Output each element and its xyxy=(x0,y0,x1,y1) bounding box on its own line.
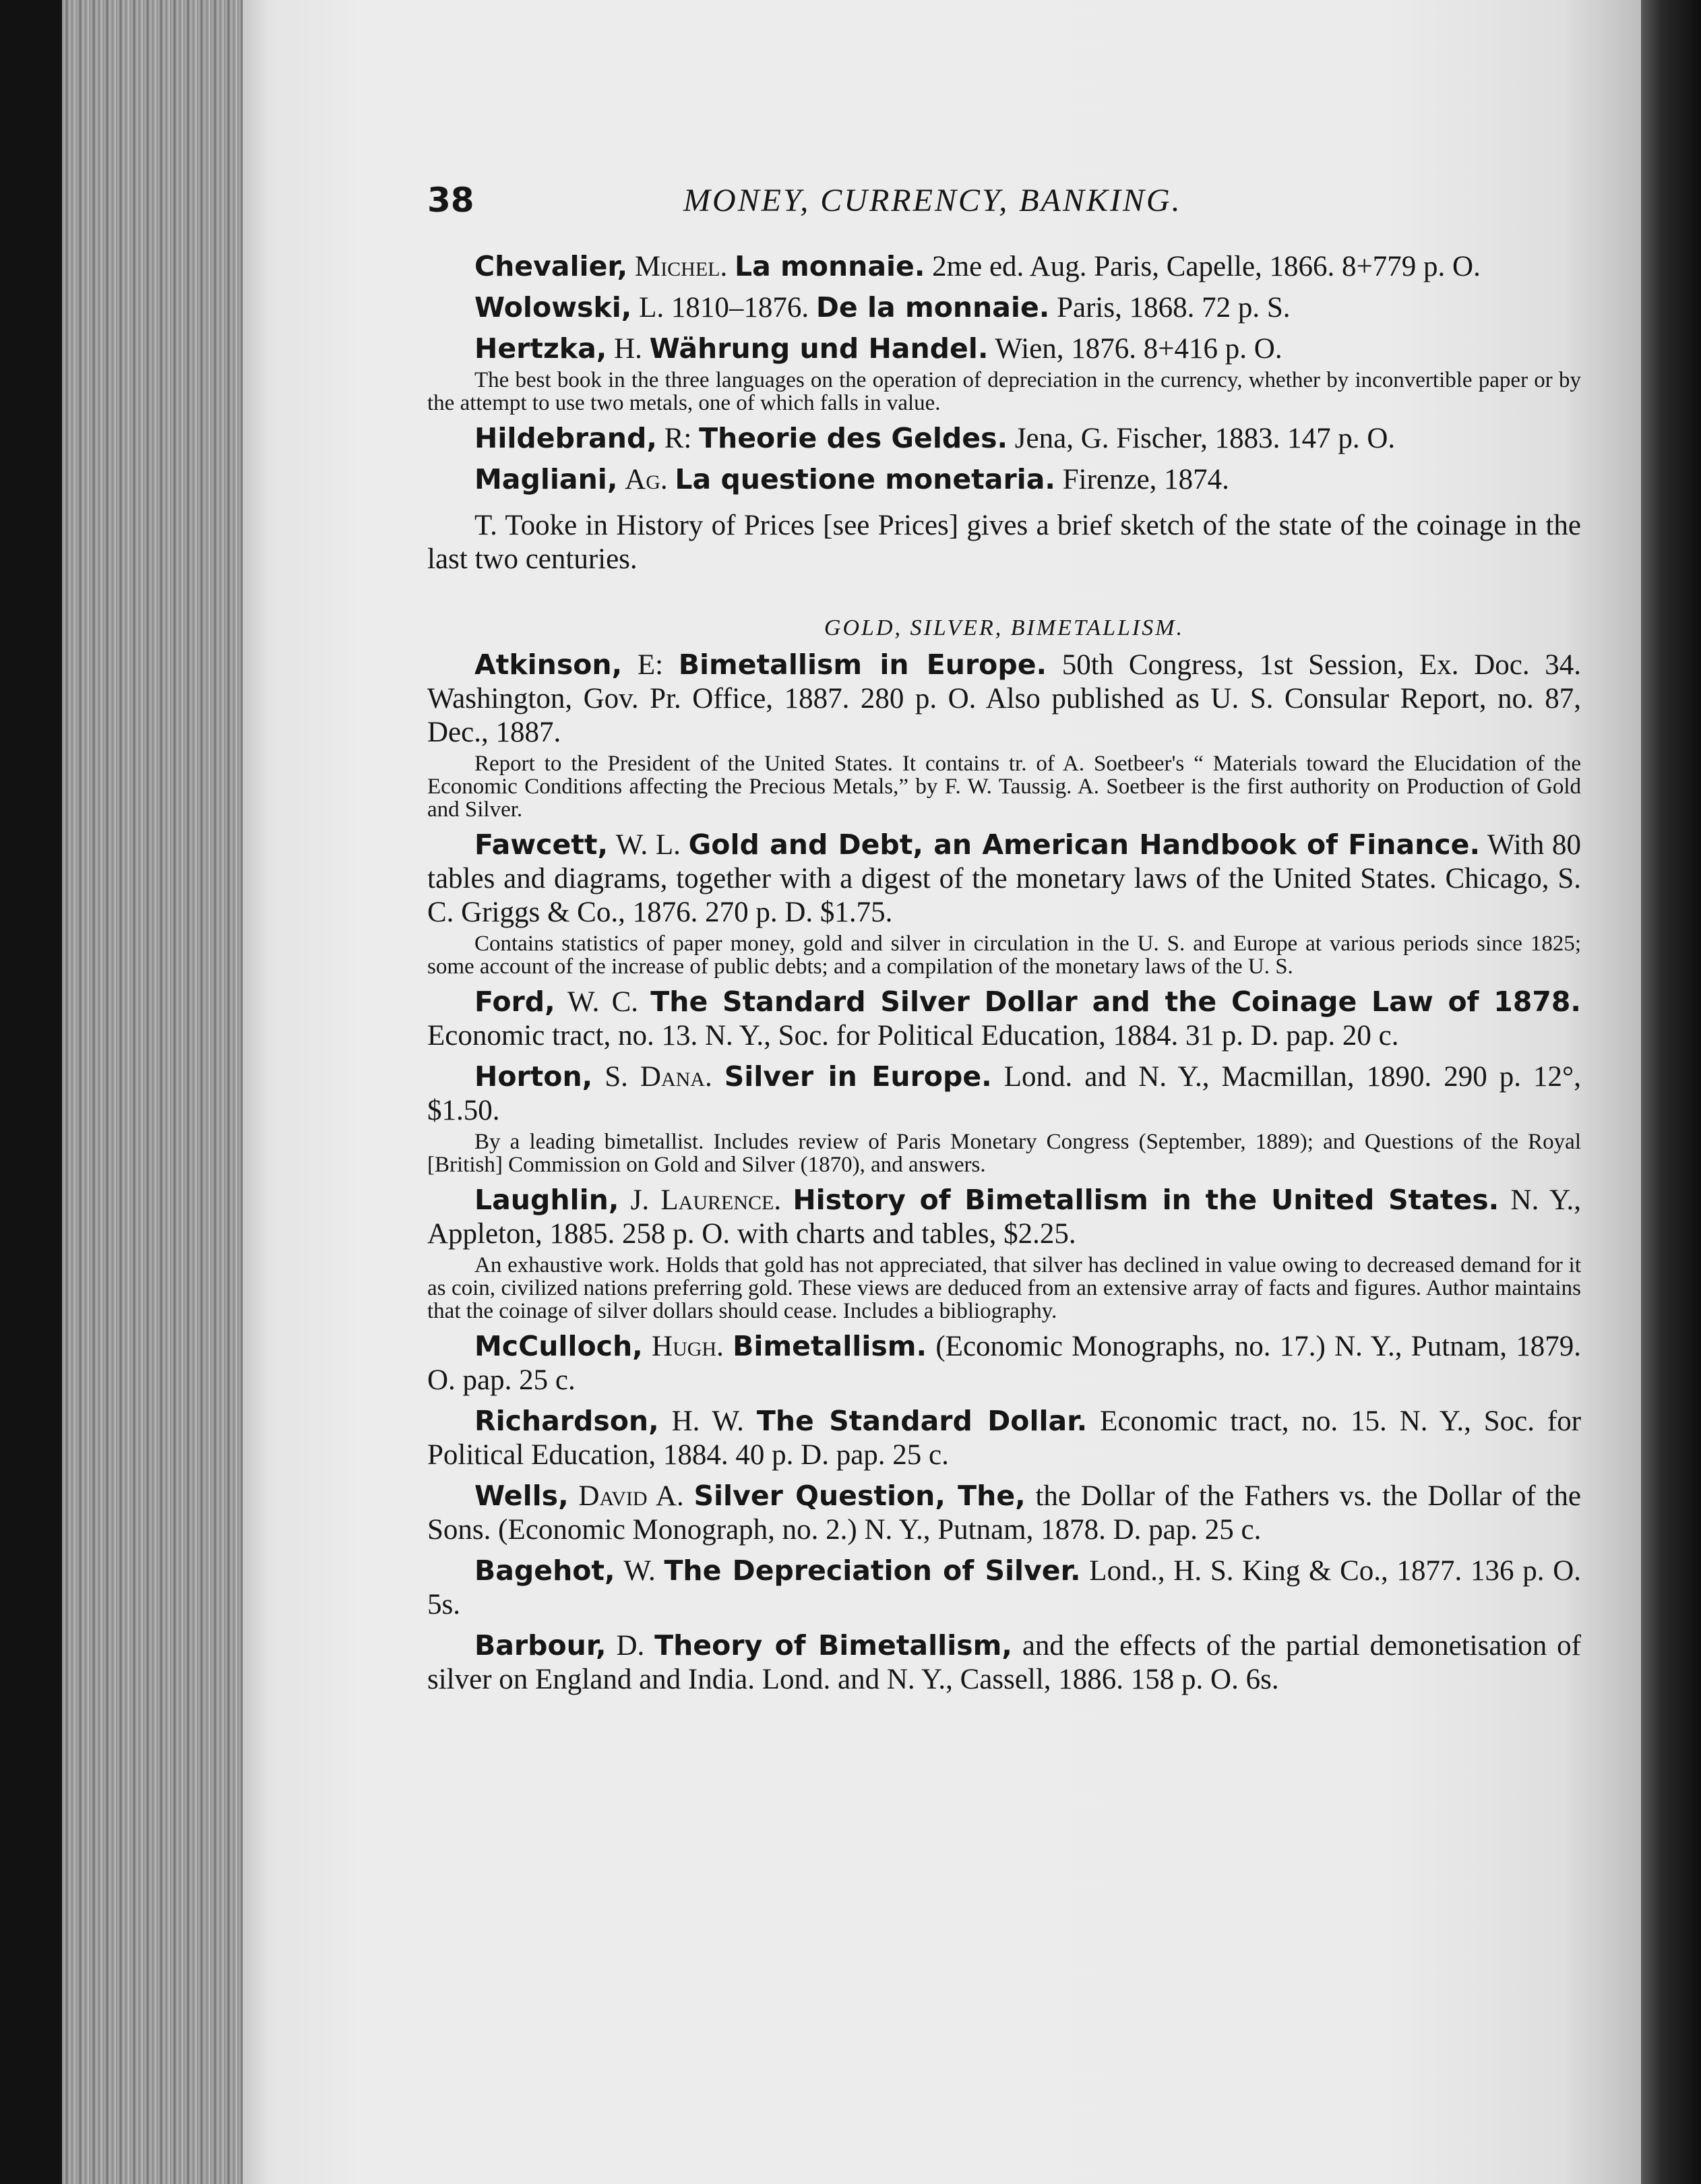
entry-note: Contains statistics of paper money, gold and silver in circulation in the U. S. and Europe at various periods since 1825; some account of the increase of public debts; and a compilation of the monetary laws of the U. S. xyxy=(427,932,1581,979)
entry-title: Silver in Europe. xyxy=(724,1060,992,1093)
entry-author: Bagehot, xyxy=(474,1554,615,1587)
page-content xyxy=(427,169,1581,1697)
entry-title: Silver Question, The, xyxy=(693,1480,1026,1512)
entry-author: Wells, xyxy=(474,1480,569,1512)
entry-details: the Dollar of the Fathers vs. the Dollar of the Sons. (Economic Monograph, no. 2.) N. Y., Putnam, 1878. D. pap. 25 c. xyxy=(427,1480,1582,1546)
entry-details: N. Y., Appleton, 1885. 258 p. O. with charts and tables, $2.25. xyxy=(427,1184,1582,1250)
entry-given-name: E: xyxy=(637,649,664,681)
running-head: MONEY, CURRENCY, BANKING. xyxy=(683,183,1182,218)
bibliography-entry xyxy=(427,249,1581,284)
entry-note: Report to the President of the United States. It contains tr. of A. Soetbeer's “ Materials toward the Elucidation of the Economic Conditions affecting the Precious Metals,” by F. W. Taussig. A. Soetbeer is the first authority on Production of Gold and Silver. xyxy=(427,752,1581,822)
bibliography-entry xyxy=(427,421,1581,456)
entry-details: 50th Congress, 1st Session, Ex. Doc. 34. Washington, Gov. Pr. Office, 1887. 280 p. O. Also published as U. S. Consular Report, no. 87, Dec., 1887. xyxy=(427,649,1582,748)
bibliography-entry xyxy=(427,291,1581,325)
bibliography-entry xyxy=(427,1629,1581,1697)
scan-border-right xyxy=(1641,0,1701,2184)
entry-author: Laughlin, xyxy=(474,1184,619,1216)
entry-title: La monnaie. xyxy=(734,250,925,282)
entry-author: Horton, xyxy=(474,1060,593,1093)
tooke-paragraph: T. Tooke in History of Prices [see Prices] gives a brief sketch of the state of the coinage in the last two centuries. xyxy=(427,510,1581,575)
entry-title: The Standard Silver Dollar and the Coinage Law of 1878. xyxy=(650,985,1581,1018)
entry-given-name: Hugh. xyxy=(652,1331,724,1362)
entry-author: Barbour, xyxy=(474,1629,607,1662)
entry-title: The Depreciation of Silver. xyxy=(664,1554,1081,1587)
entry-given-name: W. C. xyxy=(567,986,639,1018)
bibliography-entry xyxy=(427,1554,1581,1622)
entry-author: Richardson, xyxy=(474,1405,659,1437)
entry-details: Economic tract, no. 15. N. Y., Soc. for Political Education, 1884. 40 p. D. pap. 25 c. xyxy=(427,1405,1582,1471)
entry-note: The best book in the three languages on the operation of depreciation in the currency, whether by inconvertible paper or by the attempt to use two metals, one of which falls in value. xyxy=(427,368,1581,415)
entry-details: (Economic Monographs, no. 17.) N. Y., Putnam, 1879. O. pap. 25 c. xyxy=(427,1331,1582,1396)
entry-details: Economic tract, no. 13. N. Y., Soc. for Political Education, 1884. 31 p. D. pap. 20 c. xyxy=(427,1020,1399,1052)
entry-details: Wien, 1876. 8+416 p. O. xyxy=(995,333,1282,365)
entry-details: Paris, 1868. 72 p. S. xyxy=(1057,292,1291,324)
entry-author: Atkinson, xyxy=(474,648,623,681)
entry-details: Lond., H. S. King & Co., 1877. 136 p. O. 5s. xyxy=(427,1555,1582,1620)
entry-title: Bimetallism. xyxy=(733,1330,927,1362)
bibliography-entry xyxy=(427,1479,1581,1547)
bibliography-entry xyxy=(427,1060,1581,1128)
entry-given-name: L. 1810–1876. xyxy=(639,292,809,324)
entry-author: Magliani, xyxy=(474,463,618,495)
entry-given-name: Michel. xyxy=(634,251,728,282)
entry-given-name: W. L. xyxy=(615,829,681,861)
bibliography-entry xyxy=(427,332,1581,366)
entry-title: History of Bimetallism in the United States. xyxy=(793,1184,1499,1216)
entry-details: With 80 tables and diagrams, together with a digest of the monetary laws of the United States. Chicago, S. C. Griggs & Co., 1876. 270 p. D. $1.75. xyxy=(427,829,1582,928)
entry-author: Hertzka, xyxy=(474,332,607,365)
entry-title: Gold and Debt, an American Handbook of Finance. xyxy=(688,828,1481,861)
entry-author: Chevalier, xyxy=(474,250,628,282)
entry-note: By a leading bimetallist. Includes review of Paris Monetary Congress (September, 1889); and Questions of the Royal [British] Commission on Gold and Silver (1870), and answers. xyxy=(427,1130,1581,1177)
entry-title: Theory of Bimetallism, xyxy=(654,1629,1012,1662)
entry-title: The Standard Dollar. xyxy=(756,1405,1088,1437)
entry-author: Wolowski, xyxy=(474,291,632,324)
entry-details: 2me ed. Aug. Paris, Capelle, 1866. 8+779 p. O. xyxy=(932,251,1481,282)
entry-title: Theorie des Geldes. xyxy=(699,422,1008,454)
entry-given-name: R: xyxy=(664,423,692,454)
scan-border-left xyxy=(0,0,62,2184)
bimetallism-list xyxy=(427,648,1581,1697)
entry-title: La questione monetaria. xyxy=(675,463,1055,495)
bibliography-entry xyxy=(427,1183,1581,1251)
entry-title: Währung und Handel. xyxy=(649,332,989,365)
bibliography-entry xyxy=(427,828,1581,930)
entry-given-name: H. W. xyxy=(671,1405,744,1437)
entry-given-name: David A. xyxy=(578,1480,684,1512)
section-heading: GOLD, SILVER, BIMETALLISM. xyxy=(824,615,1185,640)
page-number: 38 xyxy=(427,181,474,220)
bibliography-entry xyxy=(427,648,1581,750)
entry-details: Firenze, 1874. xyxy=(1062,464,1229,495)
bibliography-entry xyxy=(427,1404,1581,1472)
entry-details: Jena, G. Fischer, 1883. 147 p. O. xyxy=(1014,423,1396,454)
entry-author: McCulloch, xyxy=(474,1330,643,1362)
entry-title: De la monnaie. xyxy=(815,291,1050,324)
page-edges xyxy=(62,0,264,2184)
page-header xyxy=(427,169,1581,243)
entry-given-name: Ag. xyxy=(625,464,668,495)
entry-given-name: W. xyxy=(623,1555,656,1587)
entry-given-name: D. xyxy=(616,1630,645,1662)
entry-given-name: S. Dana. xyxy=(605,1061,712,1093)
entry-author: Ford, xyxy=(474,985,555,1018)
bibliography-list xyxy=(427,249,1581,497)
entry-author: Fawcett, xyxy=(474,828,609,861)
entry-author: Hildebrand, xyxy=(474,422,657,454)
entry-note: An exhaustive work. Holds that gold has not appreciated, that silver has declined in value owing to decreased demand for it as coin, civilized nations preferring gold. These views are deduced from an extensive array of facts and figures. Author maintains that the coinage of silver dollars should cease. Includes a bibliography. xyxy=(427,1253,1581,1323)
entry-details: and the effects of the partial demonetisation of silver on England and India. Lond. and N. Y., Cassell, 1886. 158 p. O. 6s. xyxy=(427,1630,1581,1695)
bibliography-entry xyxy=(427,985,1581,1053)
bibliography-entry xyxy=(427,462,1581,497)
entry-details: Lond. and N. Y., Macmillan, 1890. 290 p. 12°, $1.50. xyxy=(427,1061,1581,1126)
entry-given-name: H. xyxy=(614,333,642,365)
entry-given-name: J. Laurence. xyxy=(630,1184,782,1216)
bibliography-entry xyxy=(427,1329,1581,1397)
entry-title: Bimetallism in Europe. xyxy=(678,648,1047,681)
